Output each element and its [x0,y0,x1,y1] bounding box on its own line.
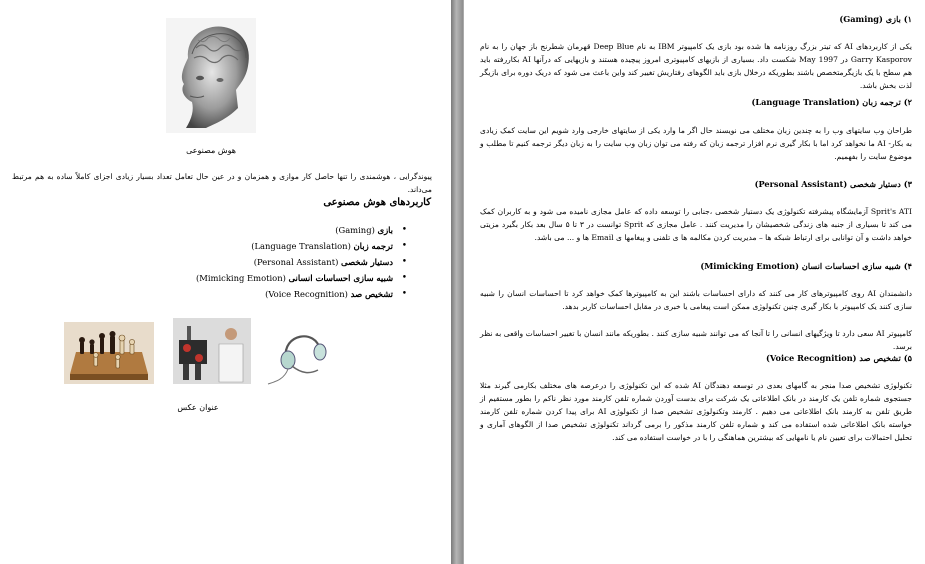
section-paragraph: دانشمندان AI روی کامپیوترهای کار می کنند که دارای احساسات باشند این به کامپیوترها کمک خواهد کرد تا احساسات انسان را شبیه سازی کنند یک کامپیوتر با بکار گیری چنین تکنولوژی ممکن است پیغامی یا خبری در مقابل احساسات کاربر بدهد. [480,289,913,311]
section-paragraph: یکی از کاربردهای AI که تیتر بزرگ روزنامه ها شده بود بازی یک کامپیوتر IBM به نام Deep Blue قهرمان شطرنج باز جهان را به نام Garry Kasporov در May 1997 شکست داد. بسیاری از بازیهای کامپیوتری امروز پیچیده هستند و بازیهایی که درآنها AI بکاررفته باید هم سطح با یک بازیگرمتخصص باشند بطوریکه درخلال بازی باید الگوهای رفتاریش تغییر کند واین باعث می شود که دریک دوره برای بازیگر لذت بخش باشد. [480,42,913,90]
left-page [0,0,451,564]
right-page [463,0,925,564]
applications-heading: کاربردهای هوش مصنوعی [323,197,431,208]
image-caption-photo: عنوان عکس [177,403,219,412]
list-item: • شبیه سازی احساسات انسانی (Mimicking Emotion) [196,270,393,286]
section-heading-translation: ۲) ترجمه زبان (Language Translation) [751,97,912,107]
section-heading-gaming: ۱) بازی (Gaming) [839,14,912,24]
section-paragraph: طراحان وب سایتهای وب را به چندین زبان مختلف می نویسند حال اگر ما وارد یکی از سایتهای خارجی وارد شویم این سایت کمک زیادی به بکار- AI ما نخواهد کرد اما با بکار گیری نرم افزار ترجمه زبان که رفته می توان زبان وب سایت را به زبان دیگر ترجمه کنیم تا مطلب و موضوع سایت را بفهمیم. [480,126,913,161]
section-heading-emotion: ۴) شبیه سازی احساسات انسان (Mimicking Emotion) [700,261,912,271]
robot-and-man-image [173,318,251,384]
section-paragraph: کامپیوتر AI سعی دارد تا ویژگیهای انسانی را تا آنجا که می توانند شبیه سازی کنند . بطوریکه مانند انسان با تغییر احساسات واقعی به نظر برسد. [480,329,912,351]
list-item: • ترجمه زبان (Language Translation) [196,238,393,254]
list-item: • تشخیص صد (Voice Recognition) [196,286,393,302]
image-caption-ai: هوش مصنوعی [186,146,236,155]
ai-brain-head-image [166,18,256,133]
chess-board-image [64,322,154,384]
list-item: • دستیار شخصی (Personal Assistant) [196,254,393,270]
section-heading-voice: ۵) تشخیص صد (Voice Recognition) [766,353,912,363]
section-heading-assistant: ۳) دستیار شخصی (Personal Assistant) [754,179,912,189]
applications-list [196,222,407,302]
section-paragraph: تکنولوژی تشخیص صدا منجر به گامهای بعدی در توسعه دهندگان AI شده که این تکنولوژی را درعرصه های مختلف بکارمی گیرند مثلا جستجوی شماره تلفن یک کارمند در بانک اطلاعاتی یک شرکت برای بدست آوردن شماره تلفن کارمند مورد نظر ناکم را بطور مستقیم از طریق تلفن به کارمند بانک اطلاعاتی می دهیم . کارمند وتکنولوژی تشخیص صدا از تکنولوژی AI برای پیدا کردن شماره تلفن کارمند خواسته بانک اطلاعاتی شده استفاده می کند و شماره تلفن کارمند مذکور را برمی گرداند تکنولوژی تشخیص صدا از الگوهای آماری و تحلیل احتمالات برای تعیین نام یا نامهایی که بیشترین هماهنگی را با در خواست استفاده می کند. [480,381,912,442]
section-paragraph: Sprit's ATI آزمایشگاه پیشرفته تکنولوژی یک دستیار شخصی ،جنابی را توسعه داده که عامل مجازی نامیده می شود و به کاربران کمک می کند تا بسیاری از جنبه های زندگی شخصیشان را مدیریت کنند . عامل مجازی که Sprit توانست در ۳ تا ۵ سال بعد بکار بگیرد مزیتی خواهد داشت و آن توانایی برای ارتباط شبکه ها – مدیریت کردن مکالمه ها ی تلفنی و پیغامها ی Email ها و ... می باشد. [480,207,912,242]
page-gutter [451,0,463,564]
intro-paragraph: پیوندگرایی ، هوشمندی را تنها حاصل کار موازی و همزمان و در عین حال تعامل تعداد بسیار زیادی اجزای کاملاً ساده به هم مرتبط می‌داند. [12,172,433,194]
list-item: • بازی (Gaming) [196,222,393,238]
headset-image [264,320,338,386]
